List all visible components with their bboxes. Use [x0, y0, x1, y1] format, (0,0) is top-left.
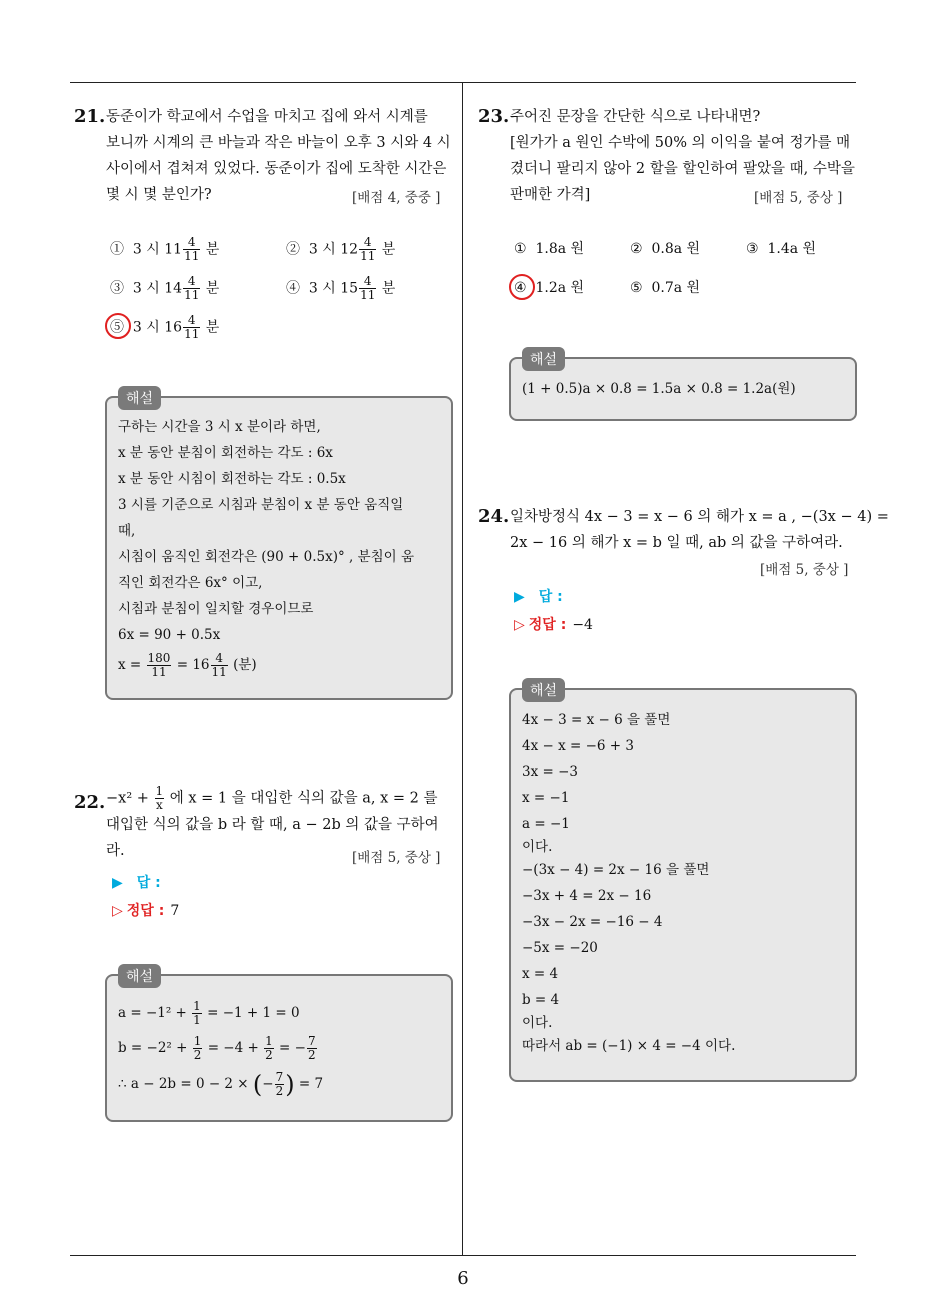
solution-line: ∴ a − 2b = 0 − 2 × (− $\frac{7}{2}$ ) = 7	[118, 1070, 324, 1099]
solution-line: 따라서 ab = (−1) × 4 = −4 이다.	[522, 1038, 736, 1054]
page-number: 6	[457, 1268, 469, 1289]
option-4[interactable]	[286, 275, 395, 302]
question-line: 주어진 문장을 간단한 식으로 나타내면?	[510, 109, 761, 125]
play-icon: ▶	[514, 589, 525, 605]
option-4[interactable]: ④ 1.2a 원	[514, 280, 585, 296]
solution-tab: 해설	[118, 386, 161, 410]
correct-value: 7	[170, 903, 180, 919]
option-2[interactable]: ② 0.8a 원	[630, 241, 701, 257]
solution-line: −5x = −20	[522, 940, 598, 956]
solution-line: 구하는 시간을 3 시 x 분이라 하면,	[118, 419, 321, 435]
triangle-outline-icon: ▷	[514, 617, 525, 633]
solution-line: 4x − 3 = x − 6 을 풀면	[522, 712, 671, 728]
option-2[interactable]	[286, 236, 395, 263]
option-text: 3 시 15	[308, 280, 359, 297]
question-line: 판매한 가격]	[510, 187, 591, 203]
option-3[interactable]: ③ 1.4a 원	[746, 241, 817, 257]
answer-label: 답 :	[136, 875, 161, 891]
question-number: 21.	[74, 106, 106, 127]
fraction: $\frac{4}{11}$	[184, 313, 200, 341]
solution-tab: 해설	[522, 678, 565, 702]
solution-line: 이다.	[522, 839, 553, 855]
solution-line: x 분 동안 분침이 회전하는 각도 : 6x	[118, 445, 333, 461]
top-rule	[70, 82, 856, 83]
correct-answer-circle	[509, 274, 535, 300]
question-text	[510, 504, 889, 556]
solution-line: 이다.	[522, 1015, 553, 1031]
question-number: 22.	[74, 792, 106, 813]
solution-line: 시침과 분침이 일치할 경우이므로	[118, 601, 314, 617]
solution-line: −3x − 2x = −16 − 4	[522, 914, 663, 930]
question-line: 보니까 시계의 큰 바늘과 작은 바늘이 오후 3 시와 4 시	[106, 135, 451, 151]
question-line: 사이에서 겹쳐져 있었다. 동준이가 집에 도착한 시간은	[106, 161, 447, 177]
solution-line: 6x = 90 + 0.5x	[118, 627, 221, 643]
option-unit: 분	[205, 241, 220, 258]
option-unit: 분	[381, 280, 396, 297]
question-number: 23.	[478, 106, 510, 127]
answer-label: 답 :	[538, 589, 563, 605]
option-text: 3 시 12	[308, 241, 359, 258]
solution-text	[118, 996, 323, 1102]
solution-tab: 해설	[118, 964, 161, 988]
option-5[interactable]: ⑤ 0.7a 원	[630, 280, 701, 296]
option-mark: ②	[286, 241, 300, 258]
solution-line: x = $\frac{180}{11}$ = 16 $\frac{4}{11}$ (분)	[118, 651, 257, 679]
solution-line: 시침이 움직인 회전각은 (90 + 0.5x)° , 분침이 움	[118, 549, 415, 565]
triangle-outline-icon: ▷	[112, 903, 123, 919]
solution-line: −(3x − 4) = 2x − 16 을 풀면	[522, 862, 710, 878]
option-mark: ③	[110, 280, 124, 297]
question-line: 동준이가 학교에서 수업을 마치고 집에 와서 시계를	[106, 109, 428, 125]
option-unit: 분	[381, 241, 396, 258]
solution-text	[118, 414, 414, 682]
solution-line: b = −2² + $\frac{1}{2}$ = −4 + $\frac{1}{2}$ = − $\frac{7}{2}$	[118, 1034, 316, 1062]
option-text: 3 시 11	[132, 241, 183, 258]
answer-prompt	[112, 872, 161, 892]
option-mark: ④	[286, 280, 300, 297]
option-mark: ⑤	[110, 319, 124, 336]
solution-line: x 분 동안 시침이 회전하는 각도 : 0.5x	[118, 471, 346, 487]
solution-line: b = 4	[522, 992, 560, 1008]
option-1[interactable]	[110, 236, 219, 263]
question-line: 대입한 식의 값을 b 라 할 때, a − 2b 의 값을 구하여라.	[106, 817, 439, 859]
fraction: $\frac{4}{11}$	[184, 274, 200, 302]
option-unit: 분	[205, 280, 220, 297]
question-number: 24.	[478, 506, 510, 527]
bottom-rule	[70, 1255, 856, 1256]
score-label: [배점 5, 중상 ]	[352, 850, 441, 866]
score-label: [배점 5, 중상 ]	[754, 190, 843, 206]
column-divider	[462, 82, 463, 1256]
solution-text	[522, 707, 735, 1059]
fraction: $\frac{4}{11}$	[360, 274, 376, 302]
option-1[interactable]: ① 1.8a 원	[514, 241, 585, 257]
fraction: $\frac{4}{11}$	[184, 235, 200, 263]
correct-label: 정답 :	[528, 617, 567, 633]
solution-line: (1 + 0.5)a × 0.8 = 1.5a × 0.8 = 1.2a(원)	[522, 381, 796, 397]
question-line: 몇 시 몇 분인가?	[106, 187, 212, 203]
question-line: [원가가 a 원인 수박에 50% 의 이익을 붙여 정가를 매	[510, 135, 851, 151]
solution-line: x = −1	[522, 790, 570, 806]
score-label: [배점 5, 중상 ]	[760, 562, 849, 578]
question-line: 2x − 16 의 해가 x = b 일 때, ab 의 값을 구하여라.	[510, 535, 843, 551]
option-text: 3 시 16	[132, 319, 183, 336]
option-text: 3 시 14	[132, 280, 183, 297]
solution-text	[522, 376, 796, 402]
solution-line: x = 4	[522, 966, 559, 982]
solution-line: −3x + 4 = 2x − 16	[522, 888, 652, 904]
solution-tab: 해설	[522, 347, 565, 371]
correct-answer-circle	[105, 313, 131, 339]
question-line: 일차방정식 4x − 3 = x − 6 의 해가 x = a , −(3x − 4) =	[510, 509, 889, 525]
question-line: −x² + $\frac{1}{x}$ 에 x = 1 을 대입한 식의 값을 a, x = 2 를	[106, 784, 438, 812]
option-mark: ①	[110, 241, 124, 258]
option-3[interactable]	[110, 275, 219, 302]
play-icon: ▶	[112, 875, 123, 891]
solution-line: 3x = −3	[522, 764, 578, 780]
option-unit: 분	[205, 319, 220, 336]
solution-line: a = −1	[522, 816, 570, 832]
correct-value: −4	[572, 617, 593, 633]
correct-label: 정답 :	[126, 903, 165, 919]
question-line: 겼더니 팔리지 않아 2 할을 할인하여 팔았을 때, 수박을	[510, 161, 855, 177]
solution-line: a = −1² + $\frac{1}{1}$ = −1 + 1 = 0	[118, 999, 300, 1027]
fraction: $\frac{4}{11}$	[360, 235, 376, 263]
score-label: [배점 4, 중중 ]	[352, 190, 441, 206]
correct-answer	[514, 614, 593, 634]
solution-line: 때,	[118, 523, 136, 539]
answer-prompt	[514, 586, 563, 606]
solution-line: 4x − x = −6 + 3	[522, 738, 634, 754]
solution-line: 직인 회전각은 6x° 이고,	[118, 575, 263, 591]
solution-line: 3 시를 기준으로 시침과 분침이 x 분 동안 움직일	[118, 497, 404, 513]
correct-answer	[112, 900, 179, 920]
